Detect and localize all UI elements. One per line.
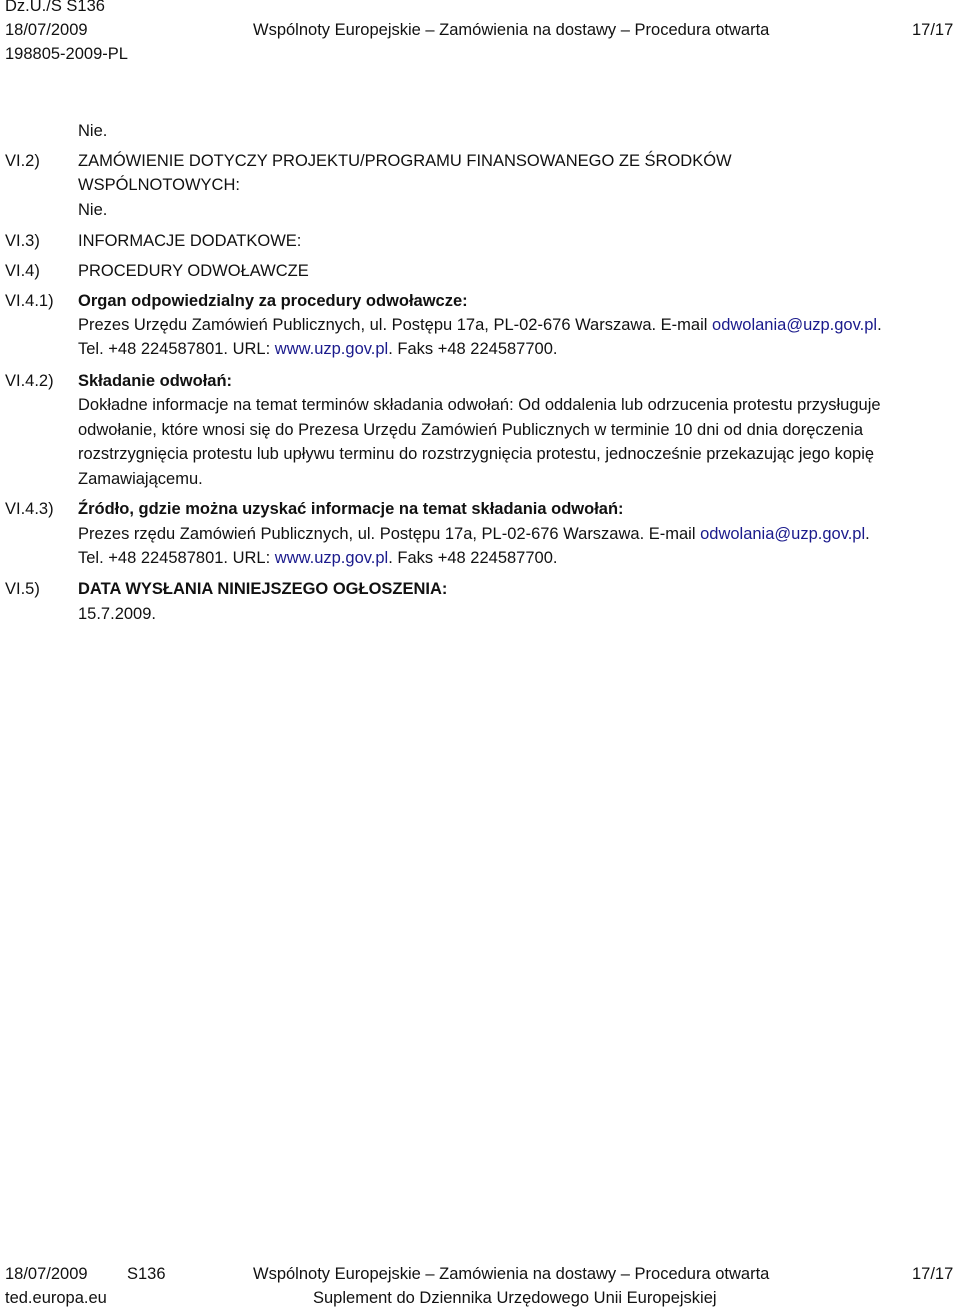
- phone-text: Tel. +48 224587801. URL:: [78, 549, 275, 567]
- section-heading-vi3: INFORMACJE DODATKOWE:: [78, 232, 302, 250]
- previous-answer: Nie.: [78, 122, 108, 140]
- section-label-vi43: VI.4.3): [5, 500, 54, 518]
- phone-text: Tel. +48 224587801. URL:: [78, 340, 275, 358]
- section-heading-vi4: PROCEDURY ODWOŁAWCZE: [78, 262, 309, 280]
- footer-page-number: 17/17: [912, 1265, 954, 1283]
- section-label-vi5: VI.5): [5, 580, 40, 598]
- appeal-body-contact: [78, 337, 557, 362]
- notice-id: 198805-2009-PL: [5, 45, 128, 63]
- dispatch-date: 15.7.2009.: [78, 605, 156, 623]
- section-heading-vi2-cont: WSPÓLNOTOWYCH:: [78, 176, 240, 194]
- section-heading-vi41: Organ odpowiedzialny za procedury odwoławcze:: [78, 292, 468, 310]
- appeal-deadline-text: Zamawiającemu.: [78, 470, 203, 488]
- appeal-deadline-text: odwołanie, które wnosi się do Prezesa Urzędu Zamówień Publicznych w terminie 10 dni od dnia doręczenia: [78, 421, 864, 439]
- header-title: Wspólnoty Europejskie – Zamówienia na dostawy – Procedura otwarta: [253, 21, 770, 39]
- footer-series: S136: [127, 1265, 166, 1283]
- address-text: Prezes rzędu Zamówień Publicznych, ul. Postępu 17a, PL-02-676 Warszawa. E-mail: [78, 525, 701, 543]
- appeal-deadline-text: rozstrzygnięcia protestu lub upływu terminu do rozstrzygnięcia protestu, jednocześnie przekazując jego kopię: [78, 445, 875, 463]
- address-end: .: [877, 316, 882, 334]
- email-link[interactable]: odwolania@uzp.gov.pl: [700, 525, 866, 543]
- section-label-vi41: VI.4.1): [5, 292, 54, 310]
- section-label-vi2: VI.2): [5, 152, 40, 170]
- footer-date: 18/07/2009: [5, 1265, 88, 1283]
- doc-reference: Dz.U./S S136: [5, 0, 105, 15]
- section-label-vi3: VI.3): [5, 232, 40, 250]
- section-answer-vi2: Nie.: [78, 201, 108, 219]
- section-label-vi42: VI.4.2): [5, 372, 54, 390]
- url-link[interactable]: www.uzp.gov.pl: [274, 549, 389, 567]
- section-label-vi4: VI.4): [5, 262, 40, 280]
- header-page-number: 17/17: [912, 21, 954, 39]
- footer-title: Wspólnoty Europejskie – Zamówienia na dostawy – Procedura otwarta: [253, 1265, 770, 1283]
- appeal-body-address: [78, 313, 882, 338]
- info-source-address: [78, 522, 870, 547]
- section-heading-vi43: Źródło, gdzie można uzyskać informacje na temat składania odwołań:: [78, 500, 624, 518]
- address-text: Prezes Urzędu Zamówień Publicznych, ul. Postępu 17a, PL-02-676 Warszawa. E-mail: [78, 316, 713, 334]
- section-heading-vi42: Składanie odwołań:: [78, 372, 233, 390]
- section-heading-vi5: DATA WYSŁANIA NINIEJSZEGO OGŁOSZENIA:: [78, 580, 448, 598]
- footer-site-link[interactable]: ted.europa.eu: [5, 1289, 107, 1307]
- footer-supplement: Suplement do Dziennika Urzędowego Unii Europejskiej: [313, 1289, 717, 1307]
- fax-text: . Faks +48 224587700.: [388, 549, 558, 567]
- address-end: .: [865, 525, 870, 543]
- appeal-deadline-text: Dokładne informacje na temat terminów składania odwołań: Od oddalenia lub odrzucenia protestu przysługuje: [78, 396, 881, 414]
- url-link[interactable]: www.uzp.gov.pl: [274, 340, 389, 358]
- section-heading-vi2: ZAMÓWIENIE DOTYCZY PROJEKTU/PROGRAMU FINANSOWANEGO ZE ŚRODKÓW: [78, 152, 732, 170]
- fax-text: . Faks +48 224587700.: [388, 340, 558, 358]
- email-link[interactable]: odwolania@uzp.gov.pl: [712, 316, 878, 334]
- header-date: 18/07/2009: [5, 21, 88, 39]
- info-source-contact: [78, 546, 557, 571]
